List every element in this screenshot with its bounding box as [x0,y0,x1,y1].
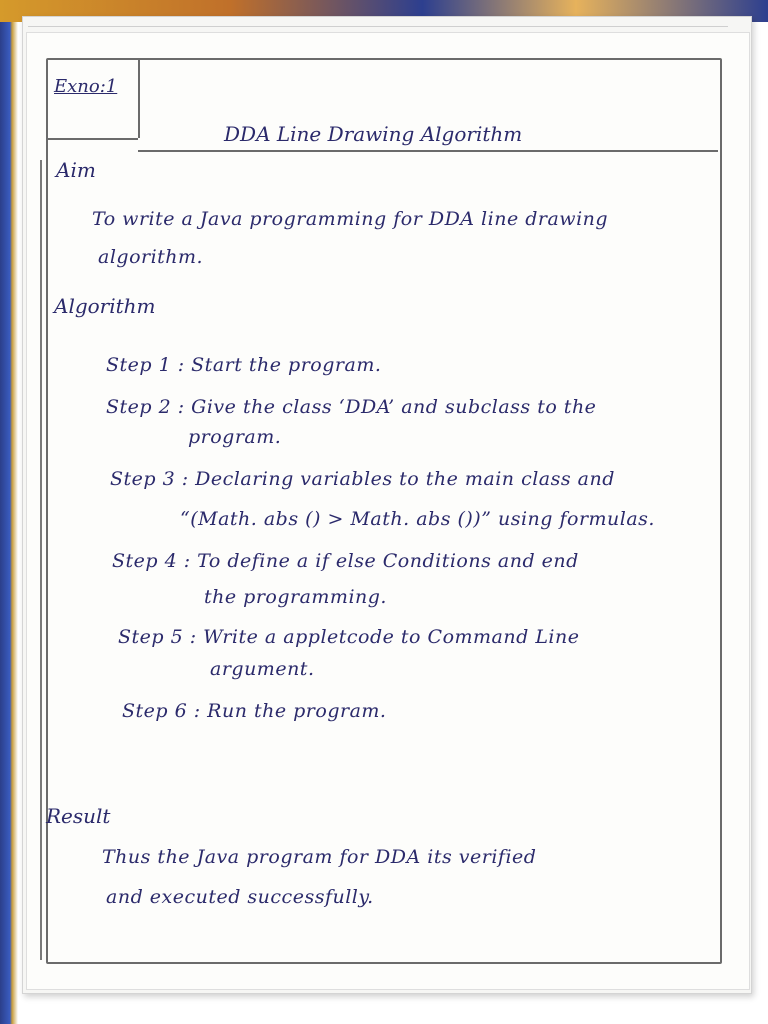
aim-line-1: To write a Java programming for DDA line drawing [92,208,609,230]
header-rule [46,138,138,140]
step-5-cont: argument. [210,658,315,680]
result-heading: Result [46,804,111,828]
result-line-2: and executed successfully. [106,886,374,908]
aim-line-2: algorithm. [98,246,204,268]
exno-box [46,58,140,138]
step-6: Step 6 : Run the program. [122,700,387,722]
step-3-cont: “(Math. abs () > Math. abs ())” using formulas. [180,508,655,530]
step-4: Step 4 : To define a if else Conditions and end [112,550,579,572]
step-2: Step 2 : Give the class ‘DDA’ and subclass to the [106,396,597,418]
margin-line [40,160,42,960]
exercise-number: Exno:1 [54,76,118,97]
step-5: Step 5 : Write a appletcode to Command Line [118,626,580,648]
result-line-1: Thus the Java program for DDA its verified [102,846,537,868]
aim-heading: Aim [56,158,96,182]
page-title: DDA Line Drawing Algorithm [224,122,523,146]
step-4-cont: the programming. [204,586,387,608]
title-rule [138,150,718,152]
algorithm-heading: Algorithm [54,294,156,318]
step-3: Step 3 : Declaring variables to the main class and [110,468,615,490]
step-2-cont: program. [188,426,282,448]
step-1: Step 1 : Start the program. [106,354,382,376]
